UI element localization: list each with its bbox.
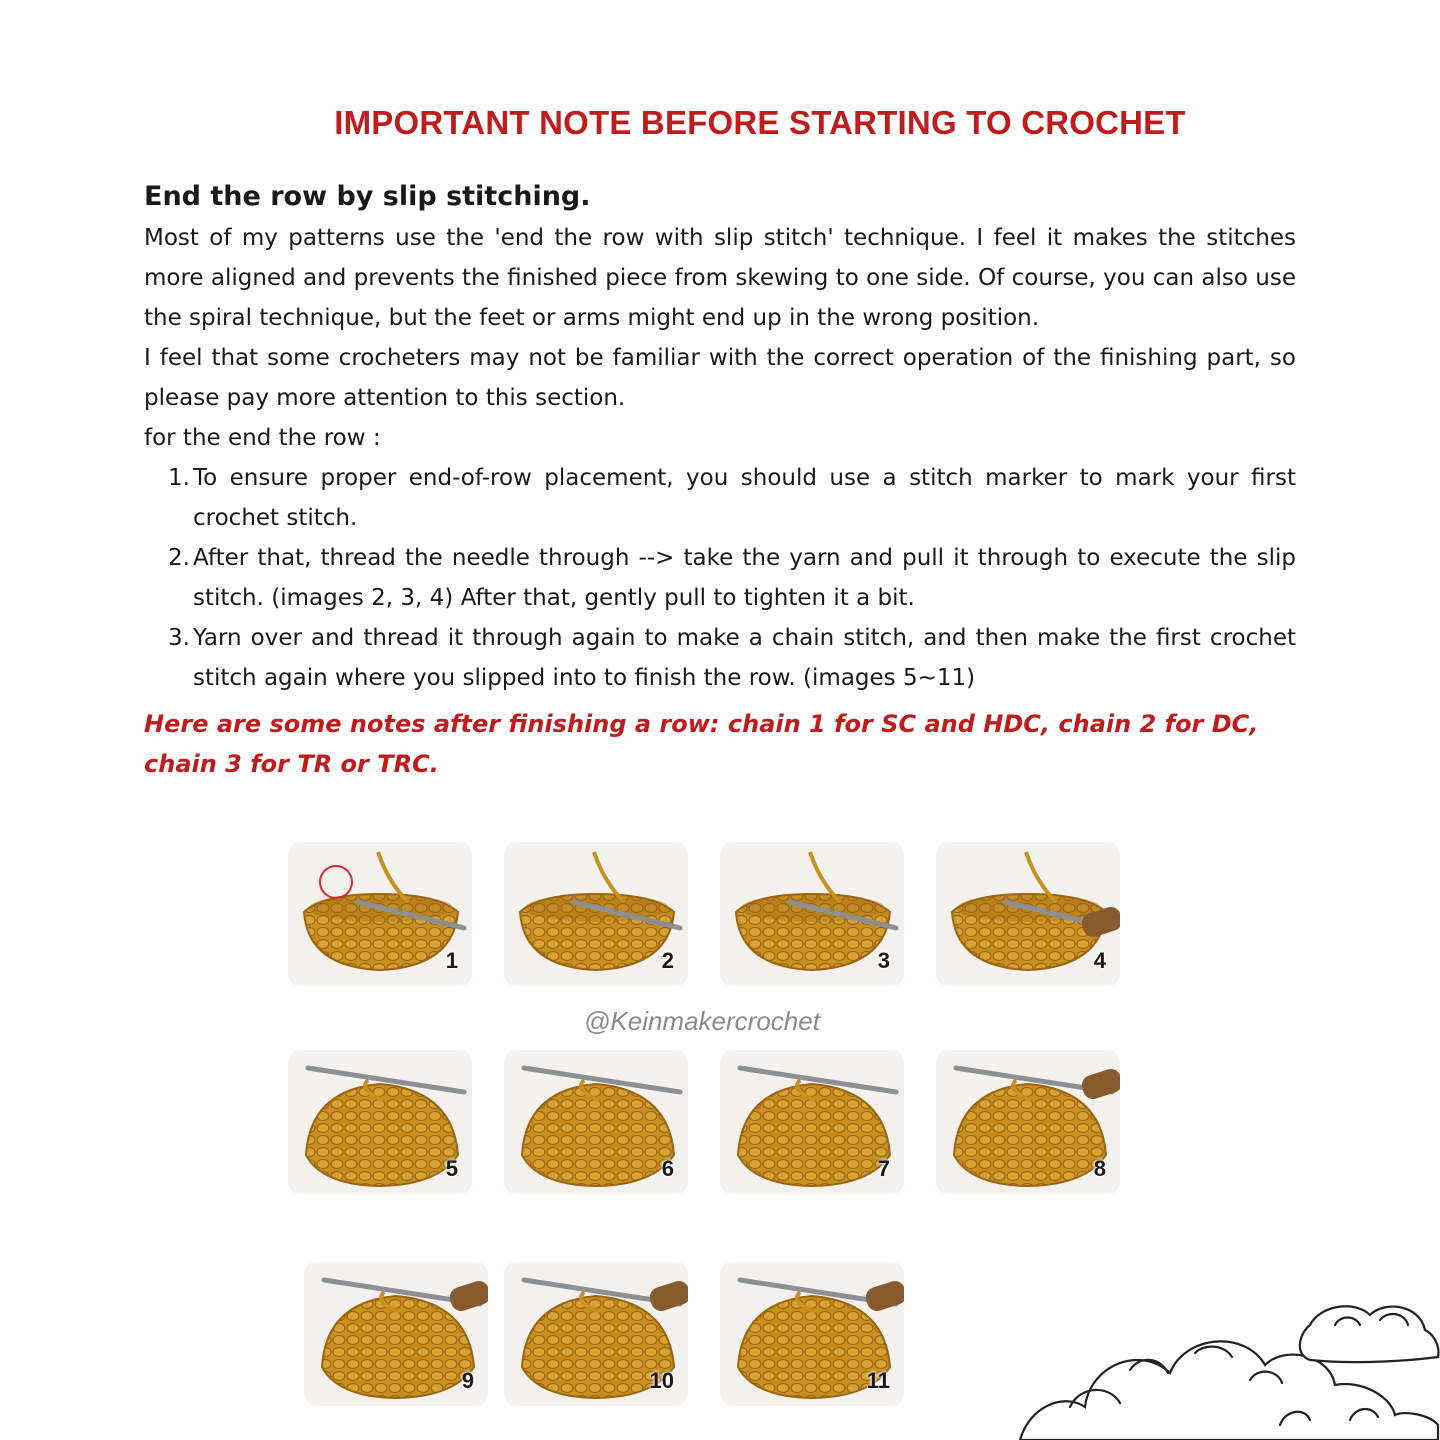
photo-number: 7 <box>877 1156 890 1181</box>
step-photo <box>504 1262 688 1406</box>
step-number: 3. <box>168 625 190 651</box>
photo-number: 5 <box>445 1156 458 1181</box>
step-text: To ensure proper end-of-row placement, you should use a stitch marker to mark your first crochet stitch. <box>193 465 1296 531</box>
photo-number: 3 <box>877 948 890 973</box>
content-body <box>144 178 1296 784</box>
row-finish-note: Here are some notes after finishing a row: chain 1 for SC and HDC, chain 2 for DC, chain 3 for TR or TRC. <box>144 710 1259 778</box>
step-text: Yarn over and thread it through again to make a chain stitch, and then make the first crochet stitch again where you slipped into to finish the row. (images 5~11) <box>193 625 1296 691</box>
watermark: @Keinmakercrochet <box>584 1006 820 1036</box>
crochet-dome-hook-photo <box>304 1262 488 1406</box>
step-text: After that, thread the needle through --> take the yarn and pull it through to execute the slip stitch. (images 2, 3, 4) After that, gently pull to tighten it a bit. <box>193 545 1296 611</box>
cloud-decoration-icon <box>1010 1285 1440 1440</box>
crochet-bowl-marker-photo <box>288 842 472 986</box>
step-item <box>144 538 1296 618</box>
photo-number: 4 <box>1093 948 1106 973</box>
photo-number: 1 <box>445 948 458 973</box>
step-photo <box>936 842 1120 986</box>
attention-paragraph: I feel that some crocheters may not be familiar with the correct operation of the finishing part, so please pay more attention to this section. <box>144 345 1296 411</box>
photo-number: 9 <box>461 1368 474 1393</box>
photo-number: 6 <box>661 1156 674 1181</box>
crochet-dome-hook-photo <box>504 1050 688 1194</box>
crochet-dome-hook-photo <box>288 1050 472 1194</box>
step-photo <box>304 1262 488 1406</box>
step-photo <box>720 1050 904 1194</box>
photo-number: 11 <box>866 1368 890 1393</box>
step-photo <box>720 1262 904 1406</box>
steps-list <box>144 458 1296 698</box>
crochet-bowl-yarn-photo <box>720 842 904 986</box>
step-item <box>144 618 1296 698</box>
step-photo <box>936 1050 1120 1194</box>
page-title: IMPORTANT NOTE BEFORE STARTING TO CROCHET <box>334 104 1186 141</box>
crochet-dome-hook-photo <box>720 1050 904 1194</box>
crochet-dome-hook-photo <box>936 1050 1120 1194</box>
step-photo <box>720 842 904 986</box>
step-number: 2. <box>168 545 190 571</box>
intro-paragraph: Most of my patterns use the 'end the row with slip stitch' technique. I feel it makes the stitches more aligned and prevents the finished piece from skewing to one side. Of course, you can also use the spiral technique, but the feet or arms might end up in the wrong position. <box>144 225 1296 331</box>
step-item <box>144 458 1296 538</box>
steps-intro: for the end the row : <box>144 425 381 451</box>
step-photo <box>288 842 472 986</box>
photo-number: 2 <box>661 948 674 973</box>
step-photo <box>288 1050 472 1194</box>
section-heading: End the row by slip stitching. <box>144 181 591 212</box>
step-photo <box>504 842 688 986</box>
crochet-bowl-hook-photo <box>504 842 688 986</box>
step-photo <box>504 1050 688 1194</box>
photo-number: 10 <box>649 1368 674 1393</box>
photo-number: 8 <box>1093 1156 1106 1181</box>
step-number: 1. <box>168 465 190 491</box>
crochet-bowl-hook-photo <box>936 842 1120 986</box>
